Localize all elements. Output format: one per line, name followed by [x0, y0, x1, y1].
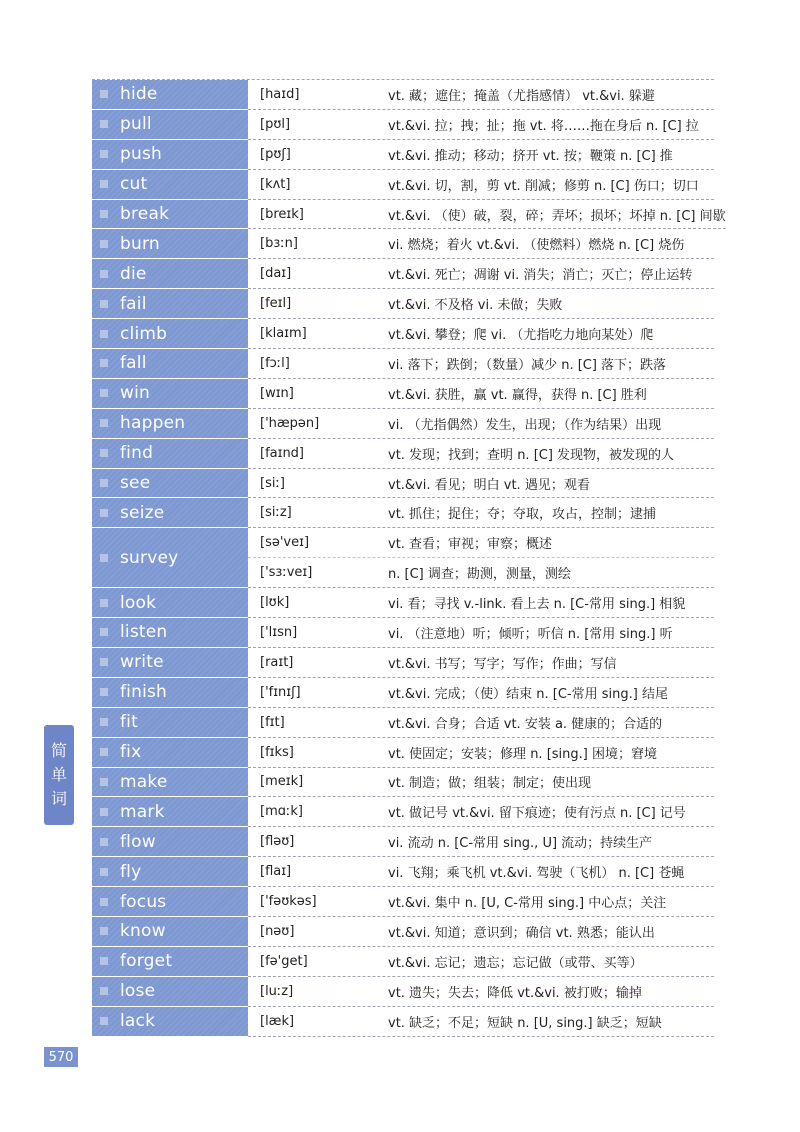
phonetic: [sə'veɪ] — [260, 535, 310, 551]
headword: write — [120, 652, 164, 673]
vocab-row — [92, 618, 714, 648]
entry-line — [248, 259, 714, 288]
headword: win — [120, 383, 151, 404]
phonetic: [wɪn] — [260, 385, 294, 401]
vocab-row — [92, 498, 714, 528]
word-cell — [92, 140, 248, 170]
entry-details — [248, 379, 714, 409]
entry-details — [248, 678, 714, 708]
entry-details — [248, 319, 714, 349]
phonetic: [fɔːl] — [260, 355, 290, 371]
vocab-row — [92, 768, 714, 798]
entry-details — [248, 170, 714, 200]
phonetic: [meɪk] — [260, 774, 304, 790]
entry-line — [248, 379, 714, 408]
word-cell — [92, 887, 248, 917]
definition: vi. 飞翔；乘飞机 vt.&vi. 驾驶（飞机） n. [C] 苍蝇 — [388, 866, 685, 882]
entry-details — [248, 738, 714, 768]
vocab-row — [92, 110, 714, 140]
entry-details — [248, 648, 714, 678]
checkbox-square-icon — [100, 120, 108, 128]
entry-details — [248, 827, 714, 857]
checkbox-square-icon — [100, 419, 108, 427]
word-cell — [92, 528, 248, 588]
entry-line — [248, 498, 714, 527]
phonetic: ['lɪsn] — [260, 624, 298, 640]
word-cell — [92, 917, 248, 947]
word-cell — [92, 259, 248, 289]
headword: see — [120, 473, 151, 494]
checkbox-square-icon — [100, 838, 108, 846]
definition: vt. 制造；做；组装；制定；使出现 — [388, 776, 592, 792]
checkbox-square-icon — [100, 688, 108, 696]
headword: lose — [120, 981, 156, 1002]
checkbox-square-icon — [100, 898, 108, 906]
entry-line — [248, 857, 714, 886]
word-cell — [92, 170, 248, 200]
entry-line — [248, 977, 714, 1006]
entry-details — [248, 977, 714, 1007]
headword: lack — [120, 1011, 156, 1032]
word-cell — [92, 319, 248, 349]
vocab-row — [92, 797, 714, 827]
word-cell — [92, 588, 248, 618]
entry-line — [248, 469, 714, 498]
word-cell — [92, 947, 248, 977]
phonetic: [daɪ] — [260, 266, 292, 282]
checkbox-square-icon — [100, 778, 108, 786]
phonetic: [bɜːn] — [260, 236, 298, 252]
phonetic: [fə'get] — [260, 953, 308, 969]
vocab-row — [92, 1007, 714, 1037]
entry-line — [248, 349, 714, 378]
phonetic: [pʊl] — [260, 116, 291, 132]
definition: vt.&vi. 忘记；遗忘；忘记做（或带、买等） — [388, 955, 643, 971]
definition: vt.&vi. 攀登；爬 vi. （尤指吃力地向某处）爬 — [388, 328, 654, 344]
headword: mark — [120, 801, 165, 822]
definition: vt.&vi. 推动；移动；挤开 vt. 按；鞭策 n. [C] 推 — [388, 148, 673, 164]
vocab-row — [92, 648, 714, 678]
phonetic: [flaɪ] — [260, 864, 292, 880]
headword: happen — [120, 413, 186, 434]
word-cell — [92, 379, 248, 409]
entry-details — [248, 349, 714, 379]
word-cell — [92, 229, 248, 259]
checkbox-square-icon — [100, 957, 108, 965]
checkbox-square-icon — [100, 270, 108, 278]
vocab-row — [92, 857, 714, 887]
vocab-row — [92, 170, 714, 200]
word-cell — [92, 768, 248, 798]
vocab-row — [92, 917, 714, 947]
word-cell — [92, 498, 248, 528]
headword: burn — [120, 233, 160, 254]
checkbox-square-icon — [100, 479, 108, 487]
entry-line — [248, 797, 714, 826]
phonetic: [feɪl] — [260, 296, 292, 312]
headword: focus — [120, 891, 167, 912]
definition: vt.&vi. 不及格 vi. 未做；失败 — [388, 298, 563, 314]
definition: vi. （尤指偶然）发生，出现；（作为结果）出现 — [388, 417, 662, 433]
headword: listen — [120, 622, 168, 643]
checkbox-square-icon — [100, 240, 108, 248]
phonetic: [fləʊ] — [260, 834, 295, 850]
phonetic: [raɪt] — [260, 654, 294, 670]
checkbox-square-icon — [100, 509, 108, 517]
checkbox-square-icon — [100, 599, 108, 607]
entry-details — [248, 857, 714, 887]
entry-details — [248, 439, 714, 469]
word-cell — [92, 797, 248, 827]
entry-details — [248, 708, 714, 738]
checkbox-square-icon — [100, 210, 108, 218]
vocab-row — [92, 887, 714, 917]
entry-line — [248, 947, 714, 976]
headword: pull — [120, 114, 152, 135]
entry-line — [248, 200, 726, 229]
entry-details — [248, 768, 714, 798]
definition: vi. 流动 n. [C-常用 sing., U] 流动；持续生产 — [388, 836, 653, 852]
definition: vt. 藏；遮住；掩盖（尤指感情） vt.&vi. 躲避 — [388, 88, 655, 104]
section-tab-char: 单 — [50, 765, 67, 784]
entry-line — [248, 557, 714, 587]
definition: vt.&vi. 切，割，剪 vt. 削减；修剪 n. [C] 伤口；切口 — [388, 178, 699, 194]
headword: push — [120, 144, 162, 165]
checkbox-square-icon — [100, 808, 108, 816]
checkbox-square-icon — [100, 389, 108, 397]
entry-details — [248, 200, 726, 230]
phonetic: [læk] — [260, 1013, 295, 1029]
word-cell — [92, 618, 248, 648]
entry-details — [248, 289, 714, 319]
entry-line — [248, 768, 714, 797]
word-cell — [92, 678, 248, 708]
definition: vi. 落下；跌倒；（数量）减少 n. [C] 落下；跌落 — [388, 357, 667, 373]
section-tab-char: 简 — [50, 741, 67, 760]
vocab-row — [92, 738, 714, 768]
phonetic: [luːz] — [260, 983, 294, 999]
definition: vt. 查看；审视；审察；概述 — [388, 537, 553, 553]
definition: vt.&vi. 拉；拽；扯；拖 vt. 将……拖在身后 n. [C] 拉 — [388, 118, 699, 134]
word-cell — [92, 110, 248, 140]
checkbox-square-icon — [100, 90, 108, 98]
headword: forget — [120, 951, 173, 972]
entry-line — [248, 827, 714, 856]
word-cell — [92, 289, 248, 319]
vocab-row — [92, 319, 714, 349]
headword: flow — [120, 831, 156, 852]
vocab-row — [92, 469, 714, 499]
word-cell — [92, 409, 248, 439]
entry-line — [248, 588, 714, 617]
entry-line — [248, 170, 714, 199]
headword: cut — [120, 174, 148, 195]
section-tab-char: 词 — [50, 789, 67, 808]
definition: vt.&vi. 看见；明白 vt. 遇见；观看 — [388, 477, 590, 493]
vocab-row — [92, 259, 714, 289]
checkbox-square-icon — [100, 554, 108, 562]
checkbox-square-icon — [100, 628, 108, 636]
entry-line — [248, 917, 714, 946]
entry-details — [248, 498, 714, 528]
checkbox-square-icon — [100, 1017, 108, 1025]
phonetic: [faɪnd] — [260, 445, 305, 461]
headword: fail — [120, 293, 147, 314]
checkbox-square-icon — [100, 927, 108, 935]
entry-details — [248, 409, 714, 439]
definition: vt. 抓住；捉住；夺；夺取，攻占，控制；逮捕 — [388, 507, 657, 523]
phonetic: ['fɪnɪʃ] — [260, 684, 301, 700]
definition: vt.&vi. 书写；写字；写作；作曲；写信 — [388, 656, 617, 672]
entry-details — [248, 917, 714, 947]
entry-line — [248, 80, 714, 109]
phonetic: [nəʊ] — [260, 923, 295, 939]
headword: fly — [120, 861, 142, 882]
headword: finish — [120, 682, 168, 703]
definition: vt. 发现；找到；查明 n. [C] 发现物，被发现的人 — [388, 447, 675, 463]
definition: vt.&vi. 合身；合适 vt. 安装 a. 健康的；合适的 — [388, 716, 663, 732]
definition: vi. 燃烧；着火 vt.&vi. （使燃料）燃烧 n. [C] 烧伤 — [388, 238, 685, 254]
entry-details — [248, 140, 714, 170]
phonetic: [klaɪm] — [260, 326, 307, 342]
entry-line — [248, 678, 714, 707]
phonetic: [kʌt] — [260, 176, 291, 192]
vocab-row — [92, 140, 714, 170]
phonetic: [siːz] — [260, 505, 292, 521]
vocab-row — [92, 678, 714, 708]
checkbox-square-icon — [100, 718, 108, 726]
vocab-row — [92, 827, 714, 857]
entry-line — [248, 738, 714, 767]
entry-line — [248, 1007, 714, 1036]
entry-details — [248, 797, 714, 827]
definition: vi. （注意地）听；倾听；听信 n. [常用 sing.] 听 — [388, 626, 673, 642]
definition: vt.&vi. 完成；（使）结束 n. [C-常用 sing.] 结尾 — [388, 686, 668, 702]
entry-details — [248, 528, 714, 588]
vocab-row — [92, 409, 714, 439]
headword: die — [120, 263, 147, 284]
vocab-row — [92, 379, 714, 409]
definition: vi. 看；寻找 v.-link. 看上去 n. [C-常用 sing.] 相貌 — [388, 597, 686, 613]
phonetic: [lʊk] — [260, 595, 290, 611]
headword: break — [120, 204, 170, 224]
word-cell — [92, 977, 248, 1007]
phonetic: [mɑːk] — [260, 804, 303, 820]
vocab-row — [92, 349, 714, 379]
phonetic: ['fəʊkəs] — [260, 894, 317, 909]
headword: survey — [120, 547, 179, 568]
definition: vt.&vi. 死亡；凋谢 vi. 消失；消亡；灭亡；停止运转 — [388, 268, 693, 284]
checkbox-square-icon — [100, 868, 108, 876]
entry-details — [248, 1007, 714, 1037]
headword: find — [120, 443, 154, 464]
checkbox-square-icon — [100, 449, 108, 457]
word-cell — [92, 349, 248, 379]
headword: climb — [120, 323, 168, 344]
word-cell — [92, 827, 248, 857]
phonetic: ['hæpən] — [260, 415, 320, 431]
headword: hide — [120, 84, 158, 105]
checkbox-square-icon — [100, 300, 108, 308]
entry-details — [248, 947, 714, 977]
entry-details — [248, 80, 714, 110]
word-cell — [92, 708, 248, 738]
word-cell — [92, 857, 248, 887]
entry-line — [248, 648, 714, 677]
definition: n. [C] 调查；勘测，测量，测绘 — [388, 567, 571, 583]
section-tab — [44, 725, 74, 825]
headword: look — [120, 592, 157, 613]
vocab-table — [92, 80, 726, 1037]
entry-line — [248, 229, 714, 258]
definition: vt. 缺乏；不足；短缺 n. [U, sing.] 缺乏；短缺 — [388, 1015, 662, 1031]
headword: fix — [120, 742, 142, 763]
checkbox-square-icon — [100, 748, 108, 756]
vocab-row — [92, 289, 714, 319]
word-cell — [92, 648, 248, 678]
headword: seize — [120, 502, 165, 523]
entry-details — [248, 618, 714, 648]
vocab-row — [92, 439, 714, 469]
definition: vt.&vi. 知道；意识到；确信 vt. 熟悉；能认出 — [388, 925, 655, 941]
definition: vt.&vi. 获胜，赢 vt. 赢得，获得 n. [C] 胜利 — [388, 387, 647, 403]
entry-line — [248, 887, 714, 916]
vocab-row — [92, 708, 714, 738]
word-cell — [92, 1007, 248, 1037]
entry-line — [248, 439, 714, 468]
checkbox-square-icon — [100, 150, 108, 158]
entry-line — [248, 289, 714, 318]
phonetic: [pʊʃ] — [260, 146, 291, 162]
word-cell — [92, 80, 248, 110]
word-cell — [92, 439, 248, 469]
phonetic: [siː] — [260, 475, 285, 491]
entry-line — [248, 618, 714, 647]
definition: vt. 遗失；失去；降低 vt.&vi. 被打败；输掉 — [388, 985, 642, 1001]
checkbox-square-icon — [100, 658, 108, 666]
headword: fall — [120, 353, 147, 374]
phonetic: [fɪt] — [260, 714, 285, 730]
phonetic: [breɪk] — [260, 206, 304, 222]
headword: make — [120, 771, 168, 792]
entry-line — [248, 528, 714, 557]
vocab-row — [92, 200, 726, 230]
entry-line — [248, 409, 714, 438]
vocab-row — [92, 588, 714, 618]
vocab-row — [92, 977, 714, 1007]
entry-line — [248, 140, 714, 169]
entry-line — [248, 708, 714, 737]
vocab-row — [92, 229, 714, 259]
headword: fit — [120, 712, 138, 733]
checkbox-square-icon — [100, 180, 108, 188]
entry-details — [248, 259, 714, 289]
entry-details — [248, 887, 714, 917]
definition: vt. 做记号 vt.&vi. 留下痕迹；使有污点 n. [C] 记号 — [388, 806, 686, 822]
word-cell — [92, 738, 248, 768]
phonetic: [haɪd] — [260, 86, 300, 102]
vocab-row — [92, 528, 714, 588]
entry-details — [248, 110, 714, 140]
entry-line — [248, 110, 714, 139]
vocab-row — [92, 947, 714, 977]
entry-details — [248, 469, 714, 499]
checkbox-square-icon — [100, 987, 108, 995]
definition: vt.&vi. （使）破，裂，碎；弄坏；损坏；坏掉 n. [C] 间歇 — [388, 208, 726, 224]
checkbox-square-icon — [100, 359, 108, 367]
headword: know — [120, 921, 166, 942]
checkbox-square-icon — [100, 330, 108, 338]
definition: vt.&vi. 集中 n. [U, C-常用 sing.] 中心点；关注 — [388, 896, 667, 911]
phonetic: ['sɜːveɪ] — [260, 565, 313, 581]
entry-details — [248, 229, 714, 259]
vocab-row — [92, 80, 714, 110]
word-cell — [92, 469, 248, 499]
word-cell — [92, 200, 248, 230]
phonetic: [fɪks] — [260, 744, 294, 760]
entry-line — [248, 319, 714, 348]
definition: vt. 使固定；安装；修理 n. [sing.] 困境；窘境 — [388, 746, 657, 762]
page-number: 570 — [44, 1047, 78, 1067]
entry-details — [248, 588, 714, 618]
